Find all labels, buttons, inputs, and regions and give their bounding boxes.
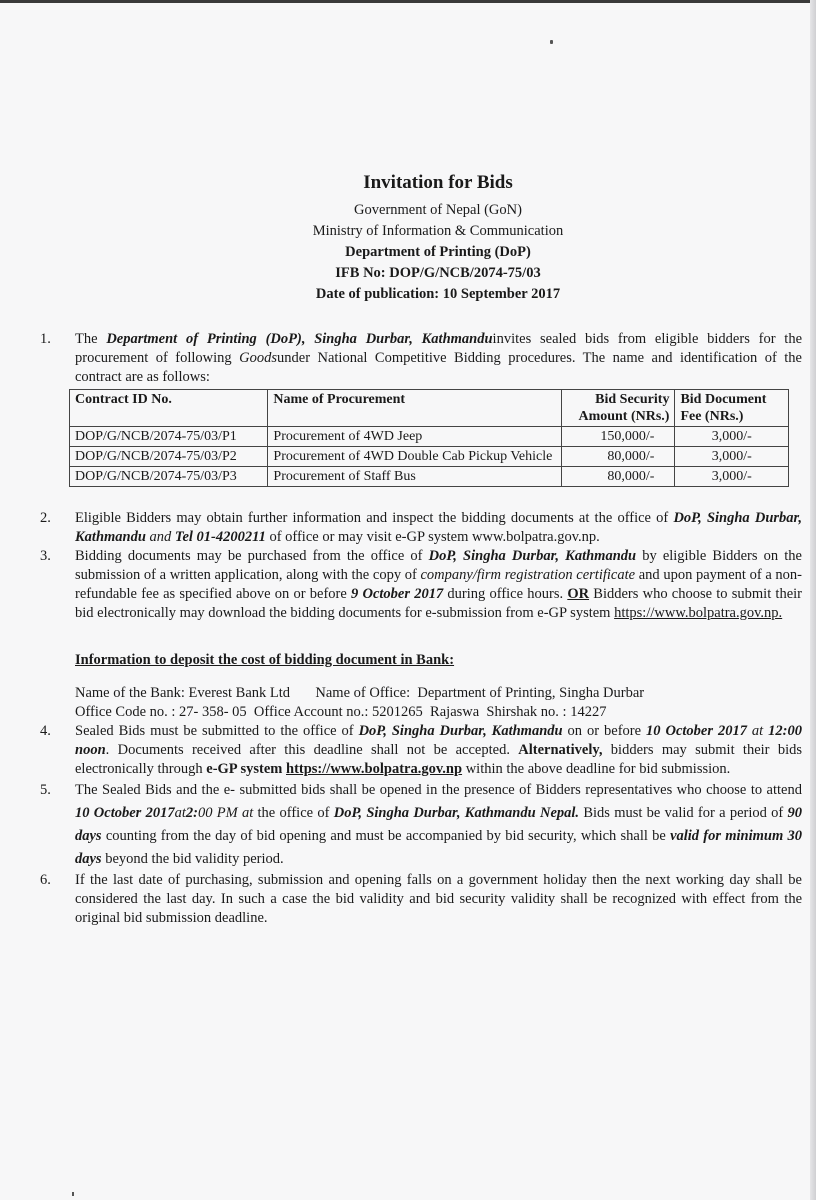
bank-line: Name of the Bank: Everest Bank Ltd Name of Office: Department of Printing, Singha Durbar bbox=[75, 685, 645, 701]
document-fee: 3,000/- bbox=[675, 427, 789, 447]
opening-time: 2: bbox=[185, 805, 198, 821]
office-ref: DoP, Singha Durbar, Kathmandu bbox=[428, 548, 637, 564]
telephone: Tel 01-4200211 bbox=[174, 529, 266, 545]
egp-link[interactable]: https://www.bolpatra.gov.np. bbox=[614, 605, 783, 621]
column-header: Name of Procurement bbox=[268, 390, 562, 427]
clause-text: Bids must be valid for a period of bbox=[579, 805, 788, 821]
document-header bbox=[0, 172, 816, 305]
column-header: Bid Security Amount (NRs.) bbox=[561, 390, 675, 427]
contract-id: DOP/G/NCB/2074-75/03/P2 bbox=[70, 447, 268, 467]
document-title: Invitation for Bids bbox=[363, 172, 513, 193]
submission-deadline: 10 October 2017 bbox=[646, 723, 747, 739]
table-row bbox=[70, 467, 789, 487]
clause-text: invites sealed bids from eligible bidders for the procurement of following bbox=[75, 331, 803, 366]
contract-id: DOP/G/NCB/2074-75/03/P3 bbox=[70, 467, 268, 487]
bank-details bbox=[75, 684, 802, 722]
procurement-name: Procurement of Staff Bus bbox=[268, 467, 562, 487]
table-row bbox=[70, 447, 789, 467]
department-ref: Department of Printing (DoP), Singha Durbar, Kathmandu bbox=[106, 331, 493, 347]
clause-5 bbox=[40, 779, 802, 871]
egp-term: e-GP system bbox=[206, 761, 283, 777]
clause-text: counting from the day of bid opening and must be accompanied by bid security, which shall be bbox=[101, 828, 671, 844]
egp-link[interactable]: https://www.bolpatra.gov.np bbox=[286, 761, 463, 777]
contract-id: DOP/G/NCB/2074-75/03/P1 bbox=[70, 427, 268, 447]
office-ref: DoP, Singha Durbar, Kathmandu bbox=[75, 510, 802, 545]
submission-time: 12:00 noon bbox=[75, 723, 803, 758]
clause-number: 4. bbox=[40, 723, 51, 739]
bid-security: 150,000/- bbox=[561, 427, 675, 447]
security-validity: valid for minimum 30 days bbox=[75, 828, 802, 867]
bid-security: 80,000/- bbox=[561, 467, 675, 487]
clause-text: bidders may submit their bids electronically through bbox=[75, 742, 803, 777]
clause-text: and upon payment of a non-refundable fee as specified above on or before bbox=[75, 567, 802, 602]
clause-3 bbox=[40, 547, 802, 623]
table-header-row bbox=[70, 390, 789, 427]
certificate-term: company/firm registration certificate bbox=[420, 567, 636, 583]
clause-text: the office of bbox=[253, 805, 334, 821]
clause-text: beyond the bid validity period. bbox=[101, 851, 284, 867]
scan-top-edge bbox=[0, 0, 816, 3]
ifb-number: IFB No: DOP/G/NCB/2074-75/03 bbox=[335, 265, 541, 281]
clause-text: of office or may visit e-GP system www.bolpatra.gov.np. bbox=[265, 529, 600, 545]
clause-4 bbox=[40, 722, 802, 779]
clause-text: The Sealed Bids and the e- submitted bids shall be opened in the presence of Bidders representatives who choose to attend bbox=[75, 782, 802, 798]
clause-1 bbox=[40, 330, 802, 387]
publication-date: Date of publication: 10 September 2017 bbox=[315, 286, 561, 302]
clause-number: 5. bbox=[40, 782, 51, 798]
clause-text: Sealed Bids must be submitted to the office of bbox=[75, 723, 359, 739]
opening-date: 10 October 2017 bbox=[75, 805, 175, 821]
ministry-name: Ministry of Information & Communication bbox=[312, 223, 564, 239]
clause-text: within the above deadline for bid submission. bbox=[462, 761, 731, 777]
or-term: OR bbox=[567, 586, 590, 602]
scan-speck bbox=[550, 40, 553, 44]
opening-time: 00 PM at bbox=[197, 805, 254, 821]
government-name: Government of Nepal (GoN) bbox=[354, 202, 522, 218]
document-fee: 3,000/- bbox=[675, 447, 789, 467]
clause-6 bbox=[40, 871, 802, 928]
column-header: Contract ID No. bbox=[70, 390, 268, 427]
clause-2 bbox=[40, 509, 802, 547]
clause-text: . Documents received after this deadline shall not be accepted. bbox=[105, 742, 519, 758]
clause-number: 1. bbox=[40, 331, 51, 347]
alternative-term: Alternatively, bbox=[518, 742, 603, 758]
document-fee: 3,000/- bbox=[675, 467, 789, 487]
clause-text: at bbox=[746, 723, 769, 739]
clause-text: and bbox=[145, 529, 175, 545]
clause-text: by eligible Bidders on the submission of a written application, along with the copy of bbox=[75, 548, 802, 583]
clause-text: under National Competitive Bidding procedures. The name and identification of the contract are as follows: bbox=[75, 350, 802, 385]
clause-text: Bidding documents may be purchased from the office of bbox=[75, 548, 429, 564]
bid-security: 80,000/- bbox=[561, 447, 675, 467]
clause-text: at bbox=[174, 805, 186, 821]
clause-text: The bbox=[75, 331, 107, 347]
scan-speck bbox=[72, 1192, 74, 1196]
procurement-table bbox=[69, 389, 789, 487]
bank-line: Office Code no. : 27- 358- 05 Office Account no.: 5201265 Rajaswa Shirshak no. : 14227 bbox=[75, 704, 607, 720]
department-name: Department of Printing (DoP) bbox=[345, 244, 531, 260]
office-ref: DoP, Singha Durbar, Kathmandu bbox=[358, 723, 563, 739]
clause-number: 6. bbox=[40, 872, 51, 888]
clause-number: 3. bbox=[40, 548, 51, 564]
office-ref: DoP, Singha Durbar, Kathmandu Nepal. bbox=[333, 805, 580, 821]
purchase-deadline: 9 October 2017 bbox=[351, 586, 444, 602]
clause-text: If the last date of purchasing, submission and opening falls on a government holiday then the next working day shall be considered the last day. In such a case the bid validity and bid security validity shall be recognized with effect from the original bid submission deadline. bbox=[75, 872, 802, 926]
validity-days: 90 days bbox=[75, 805, 803, 844]
clause-text: during office hours. bbox=[443, 586, 568, 602]
bank-heading: Information to deposit the cost of bidding document in Bank: bbox=[75, 652, 455, 668]
table-row bbox=[70, 427, 789, 447]
clause-text: Bidders who choose to submit their bid electronically may download the bidding documents for e-submission from e-GP system bbox=[75, 586, 802, 621]
clause-number: 2. bbox=[40, 510, 51, 526]
goods-term: Goods bbox=[239, 350, 278, 366]
document-body bbox=[40, 330, 802, 928]
clause-text: Eligible Bidders may obtain further information and inspect the bidding documents at the office of bbox=[75, 510, 674, 526]
procurement-name: Procurement of 4WD Jeep bbox=[268, 427, 562, 447]
clause-text: on or before bbox=[562, 723, 647, 739]
procurement-name: Procurement of 4WD Double Cab Pickup Vehicle bbox=[268, 447, 562, 467]
column-header: Bid Document Fee (NRs.) bbox=[675, 390, 789, 427]
